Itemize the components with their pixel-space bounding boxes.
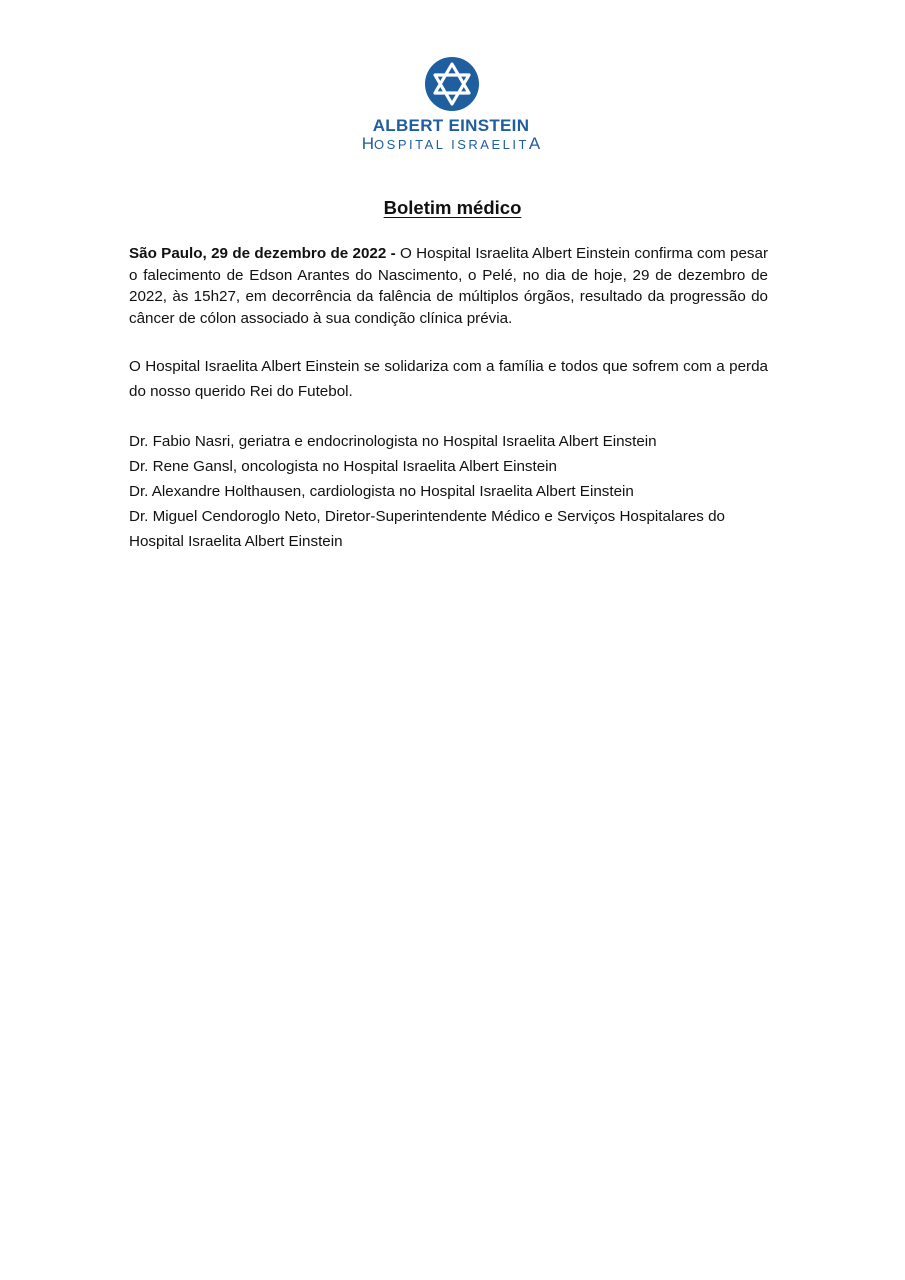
paragraph-announcement <box>129 243 768 329</box>
star-of-david-logo-icon <box>424 56 480 112</box>
document-body <box>129 243 768 554</box>
logo-text-final: A <box>528 134 541 153</box>
logo-text-middle: OSPITAL ISRAELIT <box>374 137 529 152</box>
signers-list <box>129 429 768 554</box>
logo-text-initial: H <box>361 134 375 153</box>
document-title: Boletim médico <box>383 197 522 218</box>
signer-item: Dr. Miguel Cendoroglo Neto, Diretor-Superintendente Médico e Serviços Hospitalares do Hospital Israelita Albert Einstein <box>129 508 725 550</box>
logo-text-albert-einstein: ALBERT EINSTEIN <box>372 116 530 135</box>
hospital-logo <box>346 56 556 156</box>
logo-text-hospital-israelita <box>346 135 556 154</box>
signer-item: Dr. Alexandre Holthausen, cardiologista no Hospital Israelita Albert Einstein <box>129 483 634 500</box>
paragraph-dateline: São Paulo, 29 de dezembro de 2022 - <box>129 245 396 262</box>
paragraph-solidarity: O Hospital Israelita Albert Einstein se solidariza com a família e todos que sofrem com a perda do nosso querido Rei do Futebol. <box>129 358 768 400</box>
signer-item: Dr. Rene Gansl, oncologista no Hospital Israelita Albert Einstein <box>129 458 558 475</box>
paragraph-announcement-text: O Hospital Israelita Albert Einstein confirma com pesar o falecimento de Edson Arantes do Nascimento, o Pelé, no dia de hoje, 29 de dezembro de 2022, às 15h27, em decorrência da falência de múltiplos órgãos, resultado da progressão do câncer de cólon associado à sua condição clínica prévia. <box>129 245 768 327</box>
signer-item: Dr. Fabio Nasri, geriatra e endocrinologista no Hospital Israelita Albert Einstein <box>129 433 657 450</box>
